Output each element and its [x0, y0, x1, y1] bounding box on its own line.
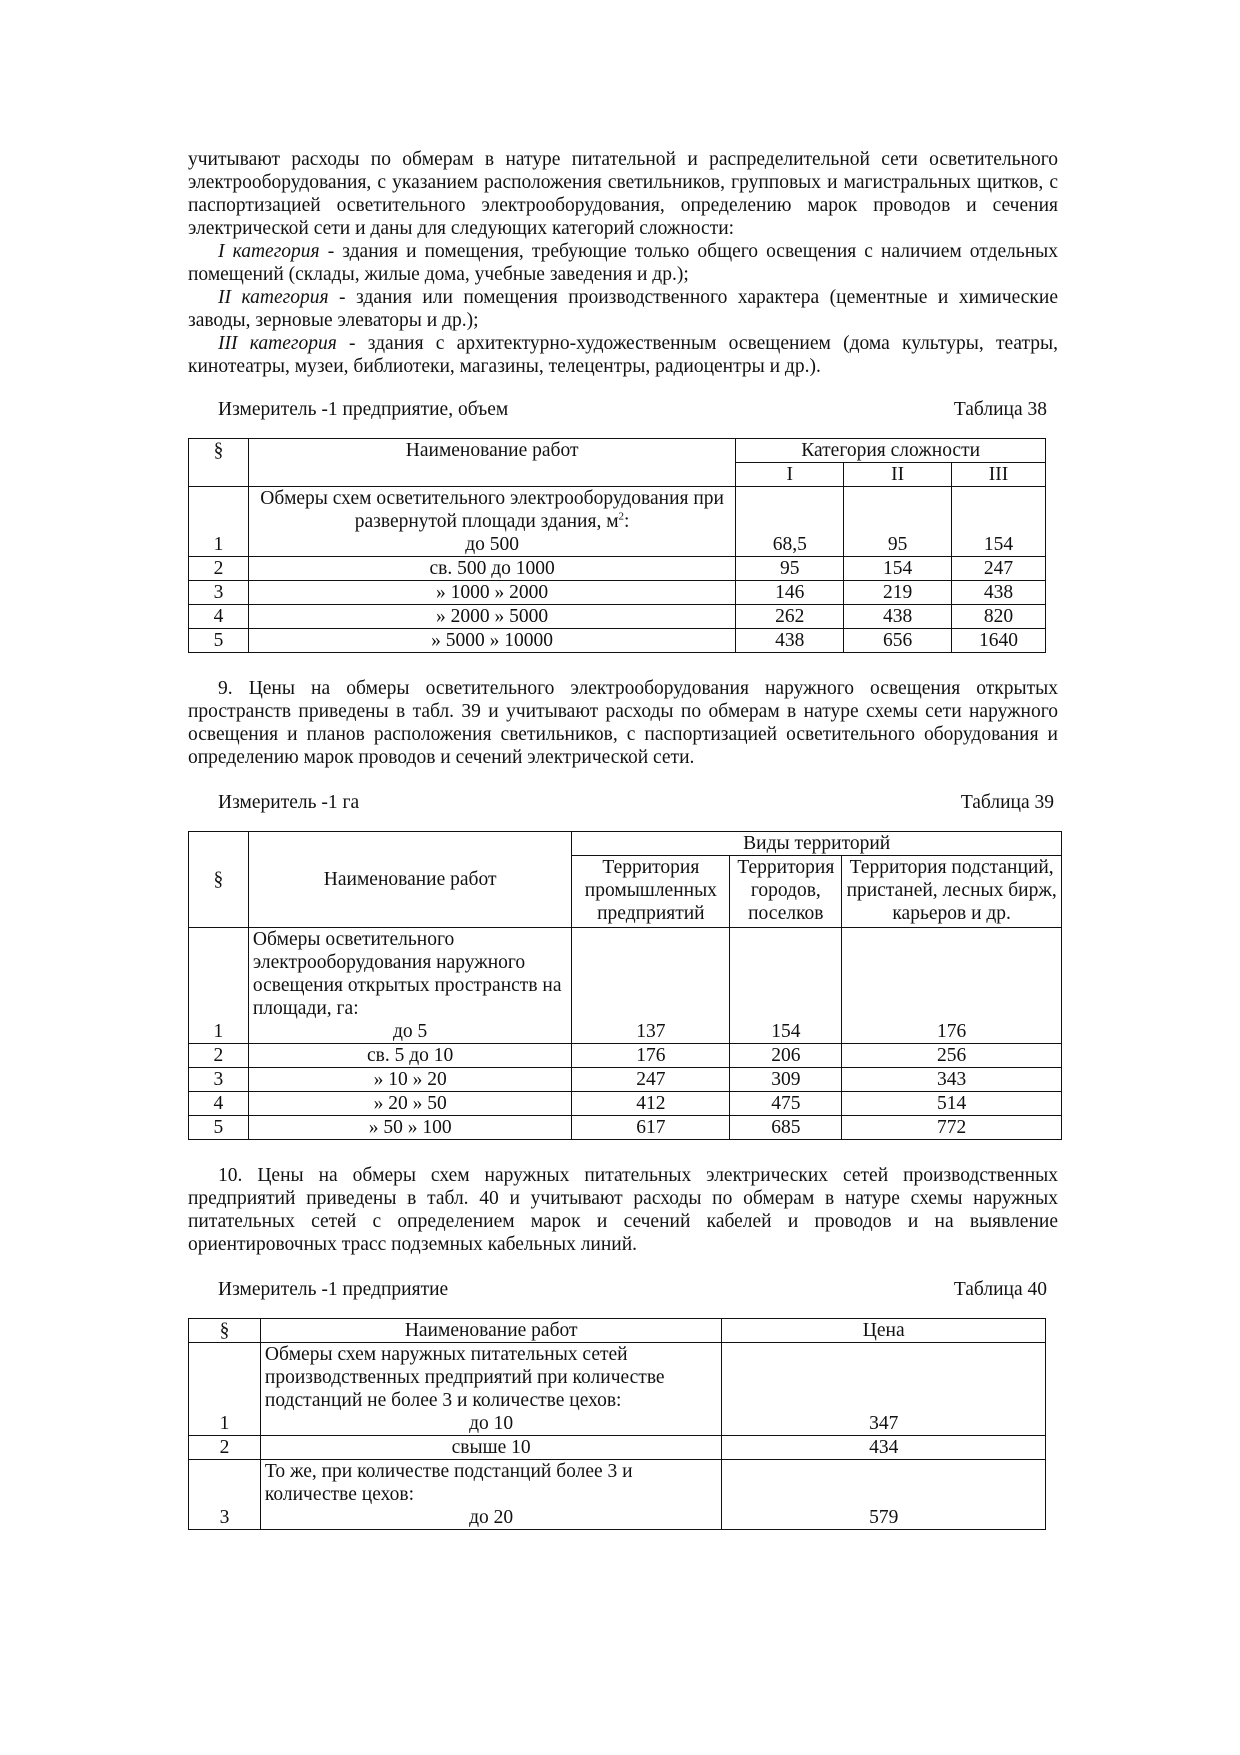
category-2-text: - здания или помещения производственного характера (цементные и химические заводы, зерновые элеваторы и др.); — [188, 287, 1058, 331]
table40-header-price: Цена — [722, 1319, 1046, 1343]
cell-substations: 256 — [842, 1044, 1062, 1068]
table-row — [189, 1436, 1046, 1460]
table38-intro-sup: 2 — [618, 510, 625, 523]
row-number: 1 — [189, 928, 249, 1044]
table-row — [189, 487, 1046, 557]
table39-caption — [188, 791, 1058, 815]
cell-cities: 309 — [730, 1068, 842, 1092]
table38-measure: Измеритель -1 предприятие, объем — [218, 399, 509, 420]
table39-header-paragraph: § — [189, 832, 249, 928]
category-2-name: II категория — [218, 287, 329, 308]
row-name: свыше 10 — [260, 1436, 722, 1460]
row-name: » 2000 » 5000 — [248, 605, 735, 629]
cell-price: 579 — [722, 1460, 1046, 1530]
table38-intro-colon: : — [624, 511, 630, 532]
cell-cat-3: 438 — [952, 581, 1046, 605]
cell-cat-2: 438 — [844, 605, 952, 629]
table39-header-substations: Территория подстанций, пристаней, лесных бирж, карьеров и др. — [842, 856, 1062, 928]
row-number: 1 — [189, 487, 249, 557]
table39-label: Таблица 39 — [960, 792, 1054, 813]
table38-label: Таблица 38 — [953, 399, 1047, 420]
cell-substations: 176 — [842, 928, 1062, 1044]
table40-header-paragraph: § — [189, 1319, 261, 1343]
table40-measure: Измеритель -1 предприятие — [218, 1279, 449, 1300]
table38-caption — [188, 398, 1058, 422]
table-row — [189, 1343, 1046, 1436]
row-name: » 5000 » 10000 — [248, 629, 735, 653]
cell-substations: 343 — [842, 1068, 1062, 1092]
row-name: до 500 — [465, 534, 520, 555]
row-number: 2 — [189, 1436, 261, 1460]
document-page — [188, 148, 1058, 1530]
category-3-name: III категория — [218, 333, 337, 354]
cell-industrial: 176 — [572, 1044, 730, 1068]
table-row — [189, 1044, 1062, 1068]
table40-label: Таблица 40 — [953, 1279, 1047, 1300]
table-row — [189, 928, 1062, 1044]
table39-header-name: Наименование работ — [248, 832, 572, 928]
category-1-name: I категория — [218, 241, 320, 262]
table-40 — [188, 1318, 1046, 1530]
category-3-text: - здания с архитектурно-художественным освещением (дома культуры, театры, кинотеатры, музеи, библиотеки, магазины, телецентры, радиоцентры и др.). — [188, 333, 1059, 377]
row-name: » 10 » 20 — [248, 1068, 572, 1092]
table39-intro: Обмеры осветительного электрооборудования наружного освещения открытых пространств на площади, га: — [252, 929, 562, 1019]
cell-industrial: 137 — [572, 928, 730, 1044]
table40-intro-2: То же, при количестве подстанций более 3 и количестве цехов: — [264, 1461, 633, 1505]
row-number: 3 — [189, 581, 249, 605]
cell-cities: 154 — [730, 928, 842, 1044]
row-number: 2 — [189, 1044, 249, 1068]
table38-header-paragraph: § — [189, 439, 249, 487]
row-number: 5 — [189, 629, 249, 653]
table-row — [189, 557, 1046, 581]
table-row — [189, 605, 1046, 629]
table39-header-cities: Территория городов, поселков — [730, 856, 842, 928]
row-name-cell — [248, 928, 572, 1044]
cell-cat-2: 154 — [844, 557, 952, 581]
cell-price: 434 — [722, 1436, 1046, 1460]
table40-caption — [188, 1278, 1058, 1302]
cell-cat-1: 262 — [736, 605, 844, 629]
row-number: 5 — [189, 1116, 249, 1140]
cell-cities: 206 — [730, 1044, 842, 1068]
row-number: 2 — [189, 557, 249, 581]
row-number: 1 — [189, 1343, 261, 1436]
row-name-cell — [260, 1343, 722, 1436]
cell-cities: 685 — [730, 1116, 842, 1140]
row-name-cell — [260, 1460, 722, 1530]
cell-cities: 475 — [730, 1092, 842, 1116]
cell-cat-3: 1640 — [952, 629, 1046, 653]
table40-intro-1: Обмеры схем наружных питательных сетей производственных предприятий при количестве подстанций не более 3 и количестве цехов: — [264, 1344, 665, 1411]
row-number: 3 — [189, 1068, 249, 1092]
row-name: св. 500 до 1000 — [248, 557, 735, 581]
table-row — [189, 1068, 1062, 1092]
table-row — [189, 1460, 1046, 1530]
paragraph-10: 10. Цены на обмеры схем наружных питательных электрических сетей производственных предприятий приведены в табл. 40 и учитывают расходы по обмерам в натуре схемы наружных питательных сетей с определением марок и сечений кабелей и проводов и на выявление ориентировочных трасс подземных кабельных линий. — [188, 1165, 1058, 1255]
table38-header-cat-3: III — [952, 463, 1046, 487]
table-row — [189, 1116, 1062, 1140]
table-row — [189, 629, 1046, 653]
cell-price: 347 — [722, 1343, 1046, 1436]
cell-cat-1: 68,5 — [736, 487, 844, 557]
row-name: » 50 » 100 — [248, 1116, 572, 1140]
table38-header-name: Наименование работ — [248, 439, 735, 487]
category-1-paragraph — [188, 240, 1058, 286]
row-number: 4 — [189, 605, 249, 629]
cell-substations: 772 — [842, 1116, 1062, 1140]
cell-cat-3: 154 — [952, 487, 1046, 557]
cell-cat-1: 146 — [736, 581, 844, 605]
row-number: 3 — [189, 1460, 261, 1530]
row-name: до 5 — [392, 1021, 428, 1042]
row-name: » 1000 » 2000 — [248, 581, 735, 605]
category-1-text: - здания и помещения, требующие только общего освещения с наличием отдельных помещений (склады, жилые дома, учебные заведения и др.); — [188, 241, 1059, 285]
row-number: 4 — [189, 1092, 249, 1116]
row-name: до 20 — [469, 1507, 514, 1528]
table-39 — [188, 831, 1062, 1140]
row-name-cell — [248, 487, 735, 557]
table-row — [189, 581, 1046, 605]
cell-cat-1: 438 — [736, 629, 844, 653]
category-3-paragraph — [188, 332, 1058, 378]
table38-intro — [253, 487, 731, 533]
intro-paragraph: учитывают расходы по обмерам в натуре питательной и распределительной сети осветительного электрооборудования, с указанием расположения светильников, групповых и магистральных щитков, с паспортизацией осветительного электрооборудования, определению марок проводов и сечения электрической сети и даны для следующих категорий сложности: — [188, 149, 1058, 239]
cell-substations: 514 — [842, 1092, 1062, 1116]
cell-cat-2: 219 — [844, 581, 952, 605]
table39-header-types: Виды территорий — [572, 832, 1062, 856]
table39-measure: Измеритель -1 га — [218, 792, 360, 813]
table38-header-category: Категория сложности — [736, 439, 1046, 463]
paragraph-9: 9. Цены на обмеры осветительного электрооборудования наружного освещения открытых пространств приведены в табл. 39 и учитывают расходы по обмерам в натуре схемы сети наружного освещения и планов расположения светильников, с паспортизацией осветительного оборудования и определению марок проводов и сечений электрической сети. — [188, 678, 1058, 768]
cell-cat-3: 820 — [952, 605, 1046, 629]
table38-header-cat-2: II — [844, 463, 952, 487]
cell-industrial: 247 — [572, 1068, 730, 1092]
cell-industrial: 617 — [572, 1116, 730, 1140]
cell-industrial: 412 — [572, 1092, 730, 1116]
table39-header-industrial: Территория промышленных предприятий — [572, 856, 730, 928]
cell-cat-1: 95 — [736, 557, 844, 581]
table-38 — [188, 438, 1046, 653]
row-name: св. 5 до 10 — [248, 1044, 572, 1068]
cell-cat-2: 656 — [844, 629, 952, 653]
cell-cat-2: 95 — [844, 487, 952, 557]
table38-header-cat-1: I — [736, 463, 844, 487]
table40-header-name: Наименование работ — [260, 1319, 722, 1343]
cell-cat-3: 247 — [952, 557, 1046, 581]
table38-intro-text: Обмеры схем осветительного электрооборудования при развернутой площади здания, м — [260, 488, 724, 532]
row-name: » 20 » 50 — [248, 1092, 572, 1116]
table-row — [189, 1092, 1062, 1116]
row-name: до 10 — [469, 1413, 514, 1434]
category-2-paragraph — [188, 286, 1058, 332]
